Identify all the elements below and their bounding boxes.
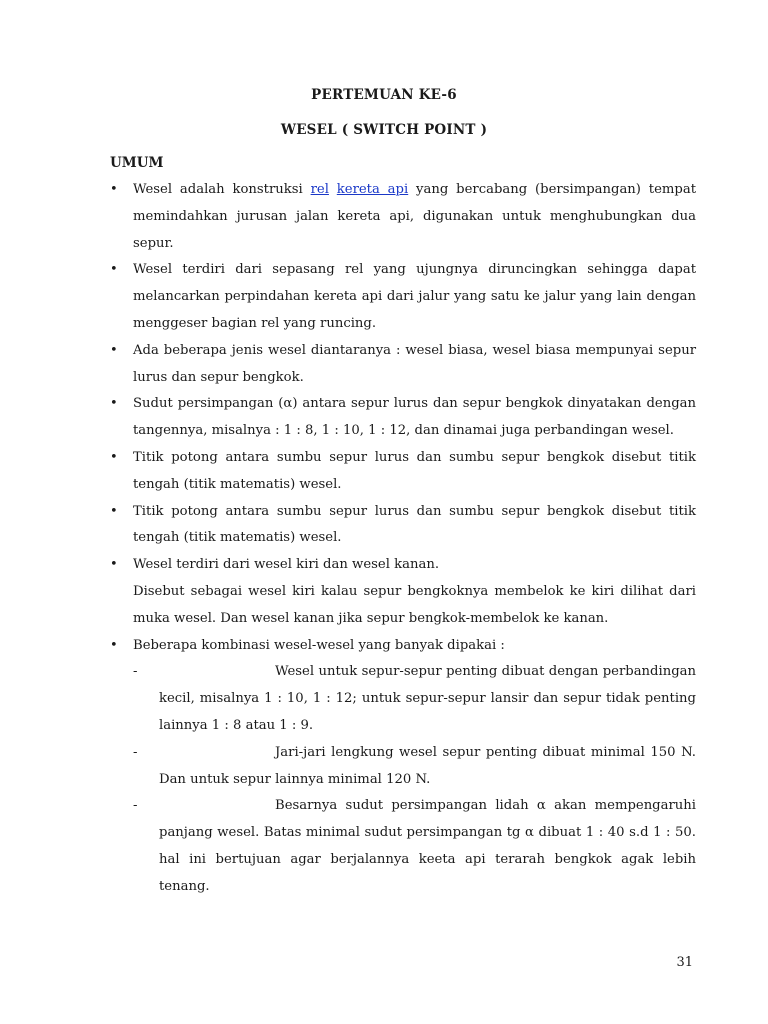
dash-marker: - (133, 798, 138, 814)
bullet-icon: • (110, 557, 118, 573)
list-item (108, 391, 696, 445)
sub-list-item (133, 793, 696, 900)
list-item (108, 552, 696, 632)
dash-marker: - (133, 744, 138, 760)
sub-list (133, 659, 696, 900)
section-title: UMUM (110, 155, 164, 171)
bullet-text: Sudut persimpangan (α) antara sepur lurus dan sepur bengkok dinyatakan dengan tangennya, misalnya : 1 : 8, 1 : 10, 1 : 12, dan dinamai juga perbandingan wesel. (133, 396, 696, 439)
bullet-icon: • (110, 342, 118, 358)
list-item (108, 499, 696, 553)
sub-list-item (133, 740, 696, 794)
rel-link[interactable]: rel (310, 182, 329, 197)
bullet-text: Ada beberapa jenis wesel diantaranya : wesel biasa, wesel biasa mempunyai sepur lurus dan sepur bengkok. (133, 342, 696, 385)
bullet-icon: • (110, 449, 118, 465)
sub-item-text: Wesel untuk sepur-sepur penting dibuat dengan perbandingan kecil, misalnya 1 : 10, 1 : 12; untuk sepur-sepur lansir dan sepur tidak penting lainnya 1 : 8 atau 1 : 9. (159, 664, 696, 733)
bullet-icon: • (110, 637, 118, 653)
sub-list-item (133, 659, 696, 739)
bullet-icon: • (110, 503, 118, 519)
sub-item-text: Besarnya sudut persimpangan lidah α akan mempengaruhi panjang wesel. Batas minimal sudut persimpangan tg α dibuat 1 : 40 s.d 1 : 50. hal ini bertujuan agar berjalannya keeta api terarah bengkok agak lebih tenang. (159, 798, 696, 894)
bullet-icon: • (110, 396, 118, 412)
page-number: 31 (676, 955, 693, 970)
kereta-api-link[interactable]: kereta api (336, 182, 409, 197)
document-title: PERTEMUAN KE-6 (311, 87, 457, 103)
link-spacer (329, 182, 337, 197)
bullet-text: Titik potong antara sumbu sepur lurus dan sumbu sepur bengkok disebut titik tengah (titik matematis) wesel. (133, 503, 696, 546)
list-item (108, 633, 696, 901)
bullet-icon: • (110, 182, 118, 197)
bullet-paragraph: Disebut sebagai wesel kiri kalau sepur bengkoknya membelok ke kiri dilihat dari muka wesel. Dan wesel kanan jika sepur bengkok-membelok ke kanan. (133, 583, 696, 626)
bullet-text: Wesel terdiri dari wesel kiri dan wesel kanan. (133, 557, 440, 573)
bullet-text: Wesel terdiri dari sepasang rel yang ujungnya diruncingkan sehingga dapat melancarkan perpindahan kereta api dari jalur yang satu ke jalur yang lain dengan menggeser bagian rel yang runcing. (133, 262, 696, 331)
dash-marker: - (133, 664, 138, 680)
document-body (108, 177, 696, 901)
bullet-text-start: Wesel adalah konstruksi (133, 182, 311, 197)
bullet-text: Beberapa kombinasi wesel-wesel yang banyak dipakai : (133, 637, 505, 653)
list-item (108, 445, 696, 499)
list-item (108, 257, 696, 337)
bullet-icon: • (110, 262, 118, 278)
list-item (108, 338, 696, 392)
list-item (108, 177, 696, 257)
bullet-list (108, 177, 696, 901)
bullet-text-end: yang bercabang (bersimpangan) tempat memindahkan jurusan jalan kereta api, digunakan untuk menghubungkan dua sepur. (133, 182, 696, 251)
document-subtitle: WESEL ( SWITCH POINT ) (280, 122, 488, 138)
sub-item-text: Jari-jari lengkung wesel sepur penting dibuat minimal 150 N. Dan untuk sepur lainnya minimal 120 N. (159, 744, 696, 787)
bullet-text: Titik potong antara sumbu sepur lurus dan sumbu sepur bengkok disebut titik tengah (titik matematis) wesel. (133, 449, 696, 492)
